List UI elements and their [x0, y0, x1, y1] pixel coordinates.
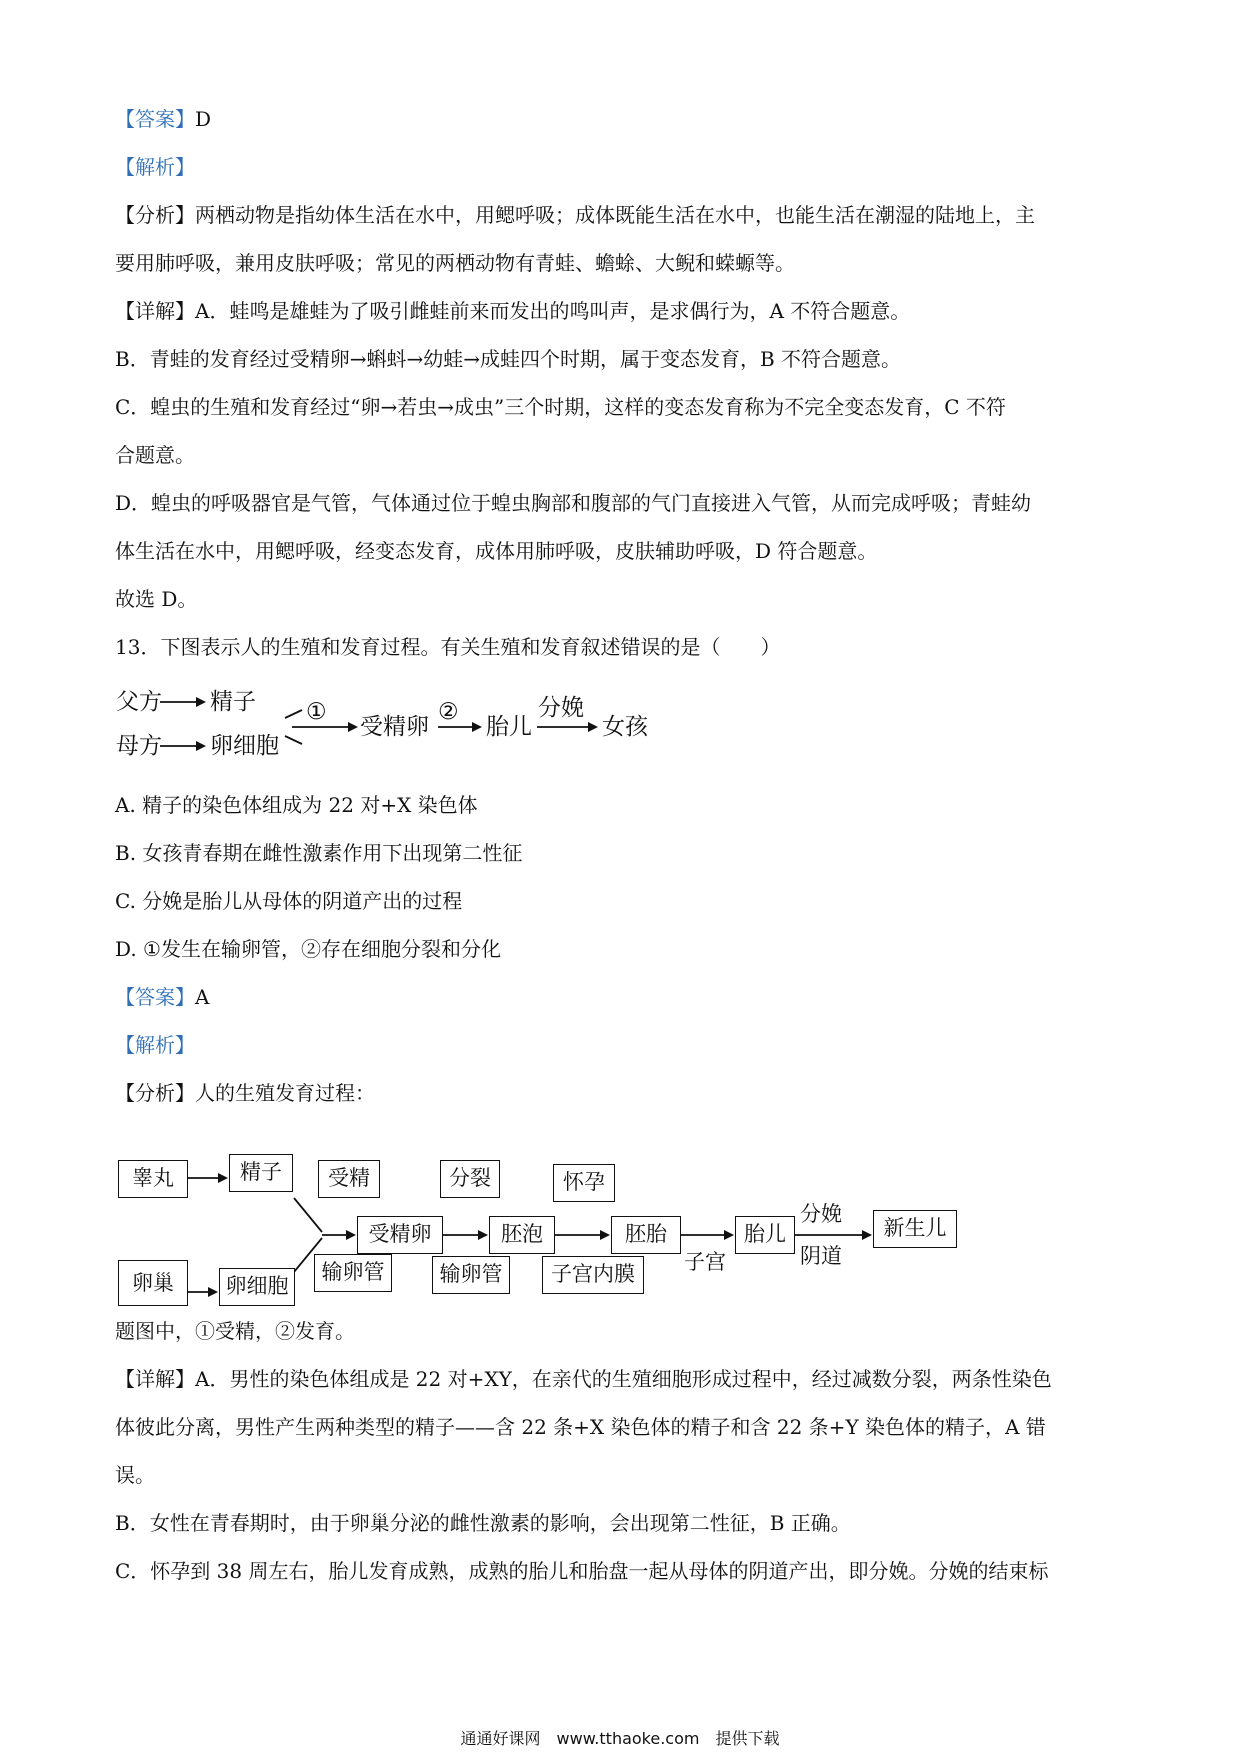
- flow-birth-label: 分娩: [800, 1202, 842, 1226]
- option-b: B. 女孩青春期在雌性激素作用下出现第二性征: [115, 841, 523, 865]
- diagram-step1: ①: [306, 699, 327, 725]
- detail-line-c1: C．蝗虫的生殖和发育经过“卵→若虫→成虫”三个时期，这样的变态发育称为不完全变态发育，C 不符: [115, 395, 1006, 419]
- flow-testis: 睾丸: [118, 1160, 188, 1198]
- detail-line-c2: 合题意。: [115, 443, 195, 467]
- diagram-birth: 分娩: [538, 695, 584, 721]
- diagram-sperm: 精子: [210, 689, 256, 715]
- detail-line-d2: 体生活在水中，用鳃呼吸，经变态发育，成体用肺呼吸，皮肤辅助呼吸，D 符合题意。: [115, 539, 878, 563]
- detail-line-c-13: C．怀孕到 38 周左右，胎儿发育成熟，成熟的胎儿和胎盘一起从母体的阴道产出，即分娩。分娩的结束标: [115, 1559, 1049, 1583]
- xiangjie-tag-13: 【详解】: [115, 1367, 195, 1391]
- flow-fertilization: 受精: [318, 1160, 380, 1198]
- answer-value: D: [195, 107, 212, 131]
- answer-tag-13: 【答案】: [115, 985, 195, 1009]
- option-a: A. 精子的染色体组成为 22 对+X 染色体: [115, 793, 478, 817]
- flow-embryo: 胚胎: [611, 1216, 681, 1254]
- fenxi-line-2: 要用肺呼吸，兼用皮肤呼吸；常见的两栖动物有青蛙、蟾蜍、大鲵和蝾螈等。: [115, 251, 795, 275]
- xiangjie-tag: 【详解】: [115, 299, 195, 323]
- answer-tag: 【答案】: [115, 107, 195, 131]
- detail-line-b-13: B．女性在青春期时，由于卵巢分泌的雌性激素的影响，会出现第二性征，B 正确。: [115, 1511, 851, 1535]
- flow-endometrium: 子宫内膜: [542, 1256, 644, 1294]
- fenxi-tag-13: 【分析】: [115, 1081, 195, 1105]
- flow-oviduct-2: 输卵管: [432, 1256, 510, 1294]
- flow-oviduct-1: 输卵管: [314, 1254, 392, 1292]
- conclusion-line: 故选 D。: [115, 587, 198, 611]
- detail-line-b: B．青蛙的发育经过受精卵→蝌蚪→幼蛙→成蛙四个时期，属于变态发育，B 不符合题意。: [115, 347, 902, 371]
- page-footer: 通通好课网 www.tthaoke.com 提供下载: [460, 1729, 780, 1748]
- after-figure-note: 题图中，①受精，②发育。: [115, 1319, 355, 1343]
- detail-line-d1: D．蝗虫的呼吸器官是气管，气体通过位于蝗虫胸部和腹部的气门直接进入气管，从而完成呼吸；青蛙幼: [115, 491, 1032, 515]
- xiangjie-a1-13: [115, 1364, 1052, 1394]
- option-c: C. 分娩是胎儿从母体的阴道产出的过程: [115, 889, 463, 913]
- flow-sperm: 精子: [229, 1154, 293, 1192]
- flow-vagina-label: 阴道: [800, 1244, 842, 1268]
- flow-newborn: 新生儿: [873, 1210, 957, 1248]
- diagram-father: 父方: [116, 689, 162, 715]
- flow-egg: 卵细胞: [219, 1268, 295, 1306]
- fenxi-text-13: 人的生殖发育过程：: [195, 1081, 375, 1105]
- question-13-stem: 13．下图表示人的生殖和发育过程。有关生殖和发育叙述错误的是（ ）: [115, 635, 781, 659]
- diagram-step2: ②: [438, 699, 459, 725]
- flow-ovary: 卵巢: [118, 1260, 188, 1306]
- xiangjie-a2-13: 体彼此分离，男性产生两种类型的精子——含 22 条+X 染色体的精子和含 22 条+Y 染色体的精子，A 错: [115, 1415, 1046, 1439]
- flow-pregnancy: 怀孕: [553, 1164, 615, 1202]
- analysis-heading-13: 【解析】: [115, 1033, 195, 1057]
- xiangjie-a1-text-13: A．男性的染色体组成是 22 对+XY，在亲代的生殖细胞形成过程中，经过减数分裂，两条性染色: [195, 1367, 1052, 1391]
- analysis-heading: 【解析】: [115, 155, 195, 179]
- diagram-mother: 母方: [116, 733, 162, 759]
- diagram-egg: 卵细胞: [210, 733, 279, 759]
- diagram-zygote: 受精卵: [360, 714, 429, 740]
- xiangjie-a3-13: 误。: [115, 1463, 155, 1487]
- flow-uterus-label: 子宫: [684, 1250, 726, 1274]
- flow-blastocyst: 胚泡: [489, 1216, 555, 1254]
- diagram-girl: 女孩: [602, 714, 648, 740]
- flow-fetus: 胎儿: [735, 1216, 795, 1254]
- xiangjie-a-text: A．蛙鸣是雄蛙为了吸引雌蛙前来而发出的鸣叫声，是求偶行为，A 不符合题意。: [195, 299, 911, 323]
- flow-zygote: 受精卵: [357, 1216, 443, 1254]
- fenxi-tag: 【分析】: [115, 203, 195, 227]
- answer-value-13: A: [195, 985, 210, 1009]
- diagram-fetus: 胎儿: [486, 714, 532, 740]
- option-d: D. ①发生在输卵管，②存在细胞分裂和分化: [115, 937, 501, 961]
- fenxi-text-1: 两栖动物是指幼体生活在水中，用鳃呼吸；成体既能生活在水中，也能生活在潮湿的陆地上，主: [195, 203, 1035, 227]
- flow-division: 分裂: [440, 1160, 500, 1198]
